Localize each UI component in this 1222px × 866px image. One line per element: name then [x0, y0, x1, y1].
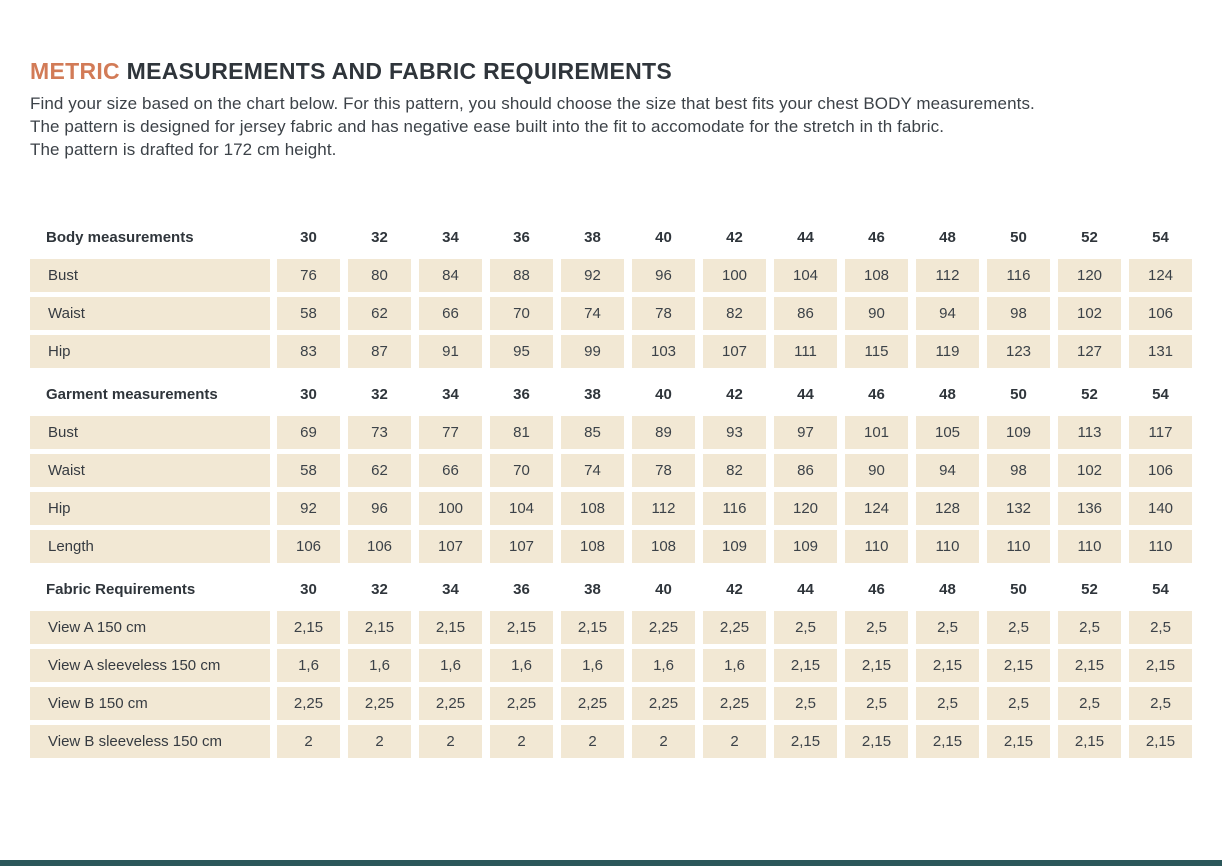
size-header-cell: 42 — [726, 386, 743, 403]
table-cell: 74 — [561, 297, 624, 330]
table-row — [30, 297, 1192, 330]
table-cell: 107 — [490, 530, 553, 563]
row-label: View B sleeveless 150 cm — [30, 725, 270, 758]
table-cell: 2,5 — [916, 611, 979, 644]
table-cell: 66 — [419, 454, 482, 487]
table-cell: 2,5 — [987, 611, 1050, 644]
table-cell: 2,5 — [1058, 687, 1121, 720]
table-cell: 2 — [419, 725, 482, 758]
size-header-cell: 36 — [513, 386, 530, 403]
table-cell: 78 — [632, 454, 695, 487]
size-header-cell: 50 — [1010, 386, 1027, 403]
table-cell: 62 — [348, 297, 411, 330]
table-cell: 94 — [916, 297, 979, 330]
table-cell: 104 — [774, 259, 837, 292]
section-header-label: Garment measurements — [46, 386, 218, 403]
table-cell: 107 — [419, 530, 482, 563]
size-header-cell: 30 — [300, 581, 317, 598]
table-cell: 2,5 — [1129, 687, 1192, 720]
size-header-cell: 44 — [797, 581, 814, 598]
size-header-cell: 32 — [371, 229, 388, 246]
table-cell: 140 — [1129, 492, 1192, 525]
table-cell: 2,15 — [845, 649, 908, 682]
table-cell: 98 — [987, 454, 1050, 487]
table-cell: 76 — [277, 259, 340, 292]
table-cell: 98 — [987, 297, 1050, 330]
table-cell: 107 — [703, 335, 766, 368]
size-header-cell: 38 — [584, 229, 601, 246]
table-cell: 131 — [1129, 335, 1192, 368]
table-cell: 106 — [1129, 454, 1192, 487]
table-row — [30, 530, 1192, 563]
table-cell: 106 — [277, 530, 340, 563]
table-cell: 2,25 — [561, 687, 624, 720]
table-cell: 2,25 — [490, 687, 553, 720]
table-cell: 82 — [703, 454, 766, 487]
table-cell: 97 — [774, 416, 837, 449]
table-cell: 86 — [774, 297, 837, 330]
table-cell: 110 — [1129, 530, 1192, 563]
row-label: Length — [30, 530, 270, 563]
table-cell: 108 — [561, 530, 624, 563]
table-cell: 73 — [348, 416, 411, 449]
table-cell: 2,15 — [774, 725, 837, 758]
table-cell: 58 — [277, 454, 340, 487]
row-label: Hip — [30, 335, 270, 368]
table-cell: 85 — [561, 416, 624, 449]
size-header-cell: 42 — [726, 229, 743, 246]
table-cell: 70 — [490, 454, 553, 487]
intro-line-2: The pattern is designed for jersey fabric and has negative ease built into the fit to accomodate for the stretch in th fabric. — [30, 117, 945, 136]
table-cell: 2,15 — [774, 649, 837, 682]
table-cell: 102 — [1058, 454, 1121, 487]
size-header-cell: 32 — [371, 581, 388, 598]
row-label: View B 150 cm — [30, 687, 270, 720]
table-cell: 2 — [632, 725, 695, 758]
table-cell: 70 — [490, 297, 553, 330]
table-cell: 101 — [845, 416, 908, 449]
measurement-table — [30, 216, 1192, 758]
intro-text — [30, 92, 1192, 161]
row-label: View A sleeveless 150 cm — [30, 649, 270, 682]
table-cell: 120 — [774, 492, 837, 525]
size-header-cell: 48 — [939, 581, 956, 598]
table-cell: 2 — [561, 725, 624, 758]
table-cell: 119 — [916, 335, 979, 368]
table-cell: 2,5 — [845, 611, 908, 644]
row-label: Bust — [30, 416, 270, 449]
table-cell: 91 — [419, 335, 482, 368]
intro-line-3: The pattern is drafted for 172 cm height. — [30, 140, 337, 159]
table-cell: 88 — [490, 259, 553, 292]
table-cell: 94 — [916, 454, 979, 487]
table-cell: 2,25 — [632, 611, 695, 644]
table-row — [30, 649, 1192, 682]
size-header-cell: 52 — [1081, 386, 1098, 403]
table-cell: 108 — [561, 492, 624, 525]
table-cell: 93 — [703, 416, 766, 449]
table-cell: 95 — [490, 335, 553, 368]
table-cell: 2,15 — [1058, 725, 1121, 758]
table-cell: 2,15 — [1129, 725, 1192, 758]
table-cell: 116 — [987, 259, 1050, 292]
table-cell: 113 — [1058, 416, 1121, 449]
table-cell: 69 — [277, 416, 340, 449]
table-cell: 90 — [845, 297, 908, 330]
table-cell: 87 — [348, 335, 411, 368]
table-cell: 109 — [703, 530, 766, 563]
table-cell: 2,5 — [774, 687, 837, 720]
size-header-cell: 44 — [797, 229, 814, 246]
table-cell: 110 — [916, 530, 979, 563]
table-cell: 2,15 — [419, 611, 482, 644]
table-cell: 2,15 — [561, 611, 624, 644]
table-cell: 2,15 — [1129, 649, 1192, 682]
table-cell: 106 — [348, 530, 411, 563]
table-cell: 78 — [632, 297, 695, 330]
table-cell: 1,6 — [703, 649, 766, 682]
page-title-accent: METRIC — [30, 58, 120, 84]
size-header-cell: 48 — [939, 229, 956, 246]
section-header-row — [30, 373, 1192, 416]
table-cell: 81 — [490, 416, 553, 449]
table-cell: 110 — [987, 530, 1050, 563]
table-cell: 2,15 — [277, 611, 340, 644]
table-cell: 89 — [632, 416, 695, 449]
table-cell: 2 — [277, 725, 340, 758]
table-row — [30, 611, 1192, 644]
table-cell: 2,5 — [916, 687, 979, 720]
table-cell: 2,5 — [987, 687, 1050, 720]
table-cell: 84 — [419, 259, 482, 292]
size-header-cell: 30 — [300, 229, 317, 246]
table-cell: 111 — [774, 335, 837, 368]
size-header-cell: 52 — [1081, 229, 1098, 246]
table-cell: 2,5 — [845, 687, 908, 720]
table-cell: 2,15 — [1058, 649, 1121, 682]
table-cell: 92 — [561, 259, 624, 292]
table-cell: 2 — [703, 725, 766, 758]
size-header-cell: 36 — [513, 229, 530, 246]
table-cell: 2,25 — [632, 687, 695, 720]
table-cell: 80 — [348, 259, 411, 292]
table-cell: 77 — [419, 416, 482, 449]
intro-line-1: Find your size based on the chart below. For this pattern, you should choose the size that best fits your chest BODY measurements. — [30, 94, 1035, 113]
size-header-cell: 38 — [584, 386, 601, 403]
table-cell: 92 — [277, 492, 340, 525]
table-cell: 2,15 — [348, 611, 411, 644]
table-cell: 2,25 — [277, 687, 340, 720]
size-header-cell: 54 — [1152, 581, 1169, 598]
table-cell: 109 — [987, 416, 1050, 449]
table-cell: 124 — [1129, 259, 1192, 292]
table-cell: 105 — [916, 416, 979, 449]
table-cell: 99 — [561, 335, 624, 368]
size-header-cell: 54 — [1152, 386, 1169, 403]
table-cell: 112 — [632, 492, 695, 525]
table-cell: 110 — [845, 530, 908, 563]
table-cell: 102 — [1058, 297, 1121, 330]
table-cell: 128 — [916, 492, 979, 525]
table-cell: 109 — [774, 530, 837, 563]
table-cell: 100 — [703, 259, 766, 292]
table-cell: 104 — [490, 492, 553, 525]
size-header-cell: 54 — [1152, 229, 1169, 246]
table-cell: 2 — [490, 725, 553, 758]
table-cell: 112 — [916, 259, 979, 292]
table-cell: 106 — [1129, 297, 1192, 330]
table-cell: 2,25 — [703, 611, 766, 644]
table-cell: 2,25 — [348, 687, 411, 720]
size-header-cell: 32 — [371, 386, 388, 403]
section-header-row — [30, 568, 1192, 611]
row-label: Waist — [30, 297, 270, 330]
table-cell: 2,15 — [490, 611, 553, 644]
table-cell: 90 — [845, 454, 908, 487]
section-header-row — [30, 216, 1192, 259]
size-header-cell: 46 — [868, 386, 885, 403]
table-row — [30, 335, 1192, 368]
table-cell: 116 — [703, 492, 766, 525]
footer-bar — [0, 860, 1222, 866]
table-cell: 136 — [1058, 492, 1121, 525]
table-cell: 1,6 — [277, 649, 340, 682]
size-header-cell: 38 — [584, 581, 601, 598]
table-cell: 2,15 — [916, 649, 979, 682]
size-header-cell: 40 — [655, 386, 672, 403]
table-cell: 2,15 — [845, 725, 908, 758]
table-cell: 1,6 — [419, 649, 482, 682]
table-cell: 62 — [348, 454, 411, 487]
size-header-cell: 34 — [442, 581, 459, 598]
table-cell: 1,6 — [632, 649, 695, 682]
table-cell: 83 — [277, 335, 340, 368]
table-cell: 86 — [774, 454, 837, 487]
table-cell: 66 — [419, 297, 482, 330]
table-row — [30, 492, 1192, 525]
table-cell: 2,5 — [774, 611, 837, 644]
table-row — [30, 725, 1192, 758]
table-cell: 100 — [419, 492, 482, 525]
table-row — [30, 454, 1192, 487]
size-header-cell: 36 — [513, 581, 530, 598]
table-cell: 96 — [348, 492, 411, 525]
row-label: Bust — [30, 259, 270, 292]
table-cell: 110 — [1058, 530, 1121, 563]
page-title — [30, 58, 1192, 85]
table-cell: 103 — [632, 335, 695, 368]
table-cell: 120 — [1058, 259, 1121, 292]
size-header-cell: 52 — [1081, 581, 1098, 598]
table-cell: 2,25 — [419, 687, 482, 720]
section-header-label: Fabric Requirements — [46, 581, 196, 598]
size-header-cell: 50 — [1010, 229, 1027, 246]
table-cell: 2,5 — [1129, 611, 1192, 644]
page-title-rest: MEASUREMENTS AND FABRIC REQUIREMENTS — [119, 58, 673, 84]
size-header-cell: 34 — [442, 386, 459, 403]
size-header-cell: 48 — [939, 386, 956, 403]
section-header-label: Body measurements — [46, 229, 194, 246]
row-label: View A 150 cm — [30, 611, 270, 644]
size-header-cell: 34 — [442, 229, 459, 246]
size-header-cell: 40 — [655, 581, 672, 598]
size-header-cell: 46 — [868, 581, 885, 598]
table-cell: 124 — [845, 492, 908, 525]
table-cell: 74 — [561, 454, 624, 487]
table-cell: 132 — [987, 492, 1050, 525]
table-cell: 96 — [632, 259, 695, 292]
table-cell: 127 — [1058, 335, 1121, 368]
table-cell: 2,15 — [987, 649, 1050, 682]
table-cell: 2,15 — [987, 725, 1050, 758]
table-row — [30, 259, 1192, 292]
size-header-cell: 42 — [726, 581, 743, 598]
table-cell: 108 — [845, 259, 908, 292]
table-cell: 117 — [1129, 416, 1192, 449]
table-cell: 82 — [703, 297, 766, 330]
size-header-cell: 30 — [300, 386, 317, 403]
row-label: Hip — [30, 492, 270, 525]
table-row — [30, 416, 1192, 449]
size-header-cell: 50 — [1010, 581, 1027, 598]
size-header-cell: 40 — [655, 229, 672, 246]
table-cell: 1,6 — [561, 649, 624, 682]
table-cell: 1,6 — [490, 649, 553, 682]
table-cell: 2,25 — [703, 687, 766, 720]
table-cell: 108 — [632, 530, 695, 563]
table-cell: 2,15 — [916, 725, 979, 758]
table-cell: 123 — [987, 335, 1050, 368]
table-row — [30, 687, 1192, 720]
row-label: Waist — [30, 454, 270, 487]
table-cell: 2 — [348, 725, 411, 758]
table-cell: 2,5 — [1058, 611, 1121, 644]
table-cell: 58 — [277, 297, 340, 330]
table-cell: 115 — [845, 335, 908, 368]
table-cell: 1,6 — [348, 649, 411, 682]
size-header-cell: 46 — [868, 229, 885, 246]
size-header-cell: 44 — [797, 386, 814, 403]
